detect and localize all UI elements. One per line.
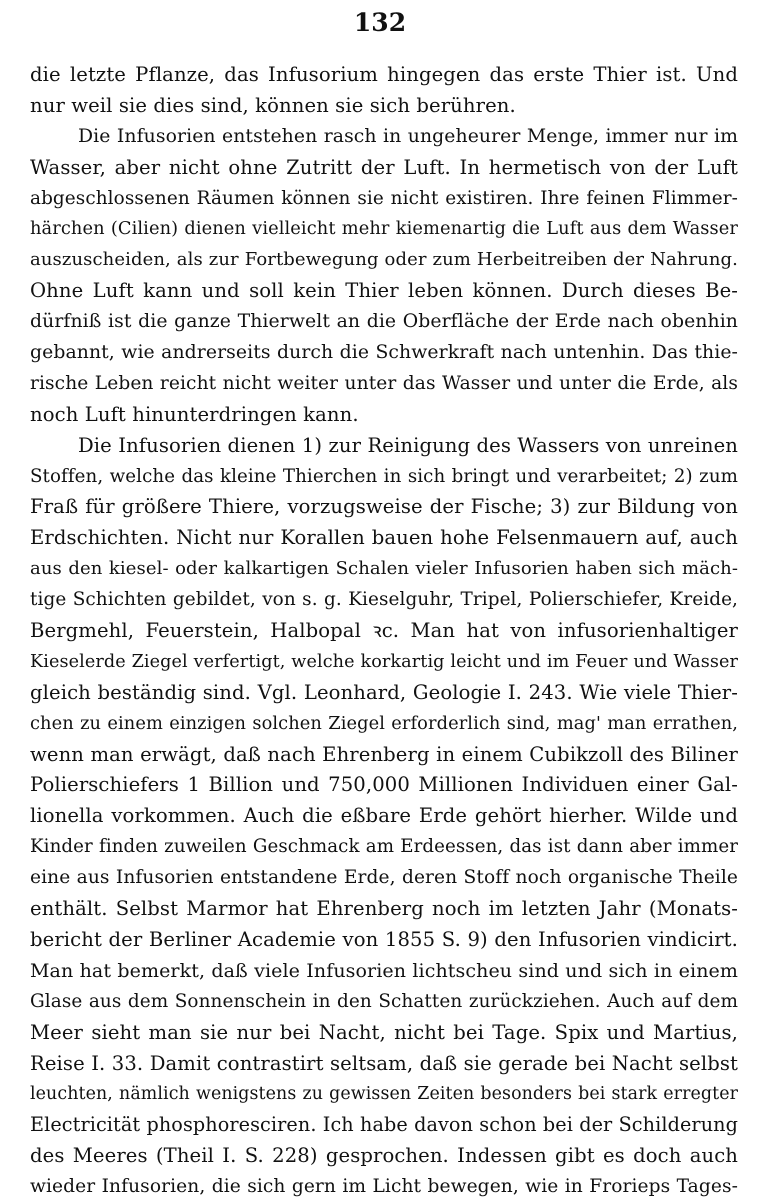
text-line: härchen (Cilien) dienen vielleicht mehr kiemenartig die Luft aus dem Wasser bbox=[30, 218, 738, 240]
text-line: Die Infusorien dienen 1) zur Reinigung des Wassers von unreinen bbox=[78, 433, 738, 457]
text-line: Reise I. 33. Damit contrastirt seltsam, daß sie gerade bei Nacht selbst bbox=[30, 1051, 738, 1075]
text-line: Polierschiefers 1 Billion und 750,000 Millionen Individuen einer Gal- bbox=[30, 773, 738, 797]
text-line: Stoffen, welche das kleine Thierchen in sich bringt und verarbeitet; 2) zum bbox=[30, 465, 738, 487]
text-line: rische Leben reicht nicht weiter unter das Wasser und unter die Erde, als bbox=[30, 372, 738, 394]
text-line: gleich beständig sind. Vgl. Leonhard, Geologie I. 243. Wie viele Thier- bbox=[30, 680, 738, 704]
page-number: 132 bbox=[353, 8, 407, 37]
text-line: Ohne Luft kann und soll kein Thier leben können. Durch dieses Be- bbox=[30, 279, 738, 303]
text-line: chen zu einem einzigen solchen Ziegel erforderlich sind, mag' man errathen, bbox=[30, 712, 738, 734]
text-line: Glase aus dem Sonnenschein in den Schatten zurückziehen. Auch auf dem bbox=[30, 990, 738, 1012]
text-line: abgeschlossenen Räumen können sie nicht existiren. Ihre feinen Flimmer- bbox=[30, 187, 738, 209]
text-line: tige Schichten gebildet, von s. g. Kieselguhr, Tripel, Polierschiefer, Kreide, bbox=[30, 589, 738, 611]
text-line: lionella vorkommen. Auch die eßbare Erde gehört hierher. Wilde und bbox=[30, 804, 738, 828]
text-line: Wasser, aber nicht ohne Zutritt der Luft. In hermetisch von der Luft bbox=[30, 155, 738, 179]
text-line: Kieselerde Ziegel verfertigt, welche korkartig leicht und im Feuer und Wasser bbox=[30, 651, 738, 672]
text-line: noch Luft hinunterdringen kann. bbox=[30, 402, 359, 426]
text-line: enthält. Selbst Marmor hat Ehrenberg noch im letzten Jahr (Monats- bbox=[30, 897, 738, 921]
text-line: Man hat bemerkt, daß viele Infusorien lichtscheu sind und sich in einem bbox=[30, 959, 738, 982]
text-line: aus den kiesel- oder kalkartigen Schalen vieler Infusorien haben sich mäch- bbox=[30, 558, 738, 580]
text-line: bericht der Berliner Academie von 1855 S. 9) den Infusorien vindicirt. bbox=[30, 927, 738, 951]
text-line: nur weil sie dies sind, können sie sich berühren. bbox=[30, 93, 516, 117]
text-line: Kinder finden zuweilen Geschmack am Erdeessen, das ist dann aber immer bbox=[30, 836, 738, 858]
body-text bbox=[30, 60, 738, 1203]
text-line: dürfniß ist die ganze Thierwelt an die Oberfläche der Erde nach obenhin bbox=[30, 311, 738, 333]
text-line: Erdschichten. Nicht nur Korallen bauen hohe Felsenmauern auf, auch bbox=[30, 526, 738, 550]
text-line: die letzte Pflanze, das Infusorium hingegen das erste Thier ist. Und bbox=[30, 63, 738, 86]
text-line: Electricität phosphoresciren. Ich habe davon schon bei der Schilderung bbox=[30, 1113, 738, 1137]
text-line: gebannt, wie andrerseits durch die Schwerkraft nach untenhin. Das thie- bbox=[30, 342, 738, 364]
text-line: Meer sieht man sie nur bei Nacht, nicht bei Tage. Spix und Martius, bbox=[30, 1020, 738, 1044]
text-line: leuchten, nämlich wenigstens zu gewissen Zeiten besonders bei stark erregter bbox=[30, 1084, 738, 1105]
text-line: Bergmehl, Feuerstein, Halbopal ꝛc. Man hat von infusorienhaltiger bbox=[30, 619, 738, 643]
text-line: Fraß für größere Thiere, vorzugsweise der Fische; 3) zur Bildung von bbox=[30, 495, 738, 519]
text-line: wenn man erwägt, daß nach Ehrenberg in einem Cubikzoll des Biliner bbox=[30, 742, 738, 766]
text-line: auszuscheiden, als zur Fortbewegung oder zum Herbeitreiben der Nahrung. bbox=[30, 249, 738, 271]
text-line: Die Infusorien entstehen rasch in ungeheurer Menge, immer nur im bbox=[78, 125, 738, 147]
text-line: eine aus Infusorien entstandene Erde, deren Stoff noch organische Theile bbox=[30, 867, 738, 889]
text-line: wieder Infusorien, die sich gern im Licht bewegen, wie in Frorieps Tages- bbox=[30, 1176, 738, 1198]
text-line: des Meeres (Theil I. S. 228) gesprochen. Indessen gibt es doch auch bbox=[30, 1144, 738, 1168]
